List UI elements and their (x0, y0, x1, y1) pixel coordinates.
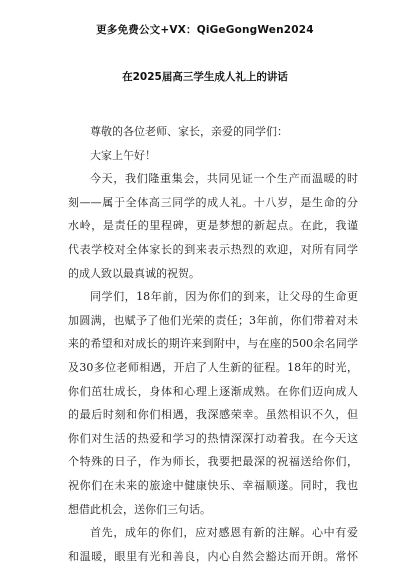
paragraph-line: 祝你们在未来的旅途中健康快乐、幸福顺遂。同时，我也 (68, 478, 358, 492)
paragraph-line: 和温暖，眼里有光和善良，内心自然会豁达而开朗。常怀 (68, 549, 358, 563)
promo-header: 更多免费公文+VX：QiGeGongWen2024 (96, 24, 314, 36)
document-title: 在2025届高三学生成人礼上的讲话 (122, 71, 288, 83)
document-body (68, 120, 358, 568)
paragraph-line: 个特殊的日子，作为师长，我要把最深的祝福送给你们， (68, 455, 358, 469)
greeting-line: 大家上午好！ (90, 148, 156, 162)
paragraph-line: 水岭，是责任的里程碑，更是梦想的新起点。在此，我谨 (68, 219, 358, 233)
paragraph-line: 来的希望和对成长的期许来到附中，与在座的500余名同学 (68, 337, 358, 351)
paragraph-line: 首先，成年的你们，应对感恩有新的注解。心中有爱 (90, 526, 358, 540)
salutation-line: 尊敬的各位老师、家长，亲爱的同学们： (90, 125, 288, 138)
paragraph-line: 的成人致以最真诚的祝贺。 (68, 266, 200, 280)
paragraph-line: 及30多位老师相遇，开启了人生新的征程。18年的时光， (68, 360, 358, 374)
paragraph-line: 今天，我们隆重集会，共同见证一个生产而温暖的时 (90, 172, 358, 186)
paragraph-line: 代表学校对全体家长的到来表示热烈的欢迎，对所有同学 (68, 242, 358, 256)
paragraph-line: 想借此机会，送你们三句话。 (68, 502, 211, 516)
paragraph-line: 的最后时刻和你们相遇，我深感荣幸。虽然相识不久，但 (68, 408, 358, 422)
paragraph-line: 同学们，18年前，因为你们的到来，让父母的生命更 (90, 290, 358, 304)
paragraph-line: 你们茁壮成长，身体和心理上逐渐成熟。在你们迈向成人 (68, 384, 358, 398)
paragraph-line: 你们对生活的热爱和学习的热情深深打动着我。在今天这 (68, 431, 358, 445)
paragraph-line: 刻——属于全体高三同学的成人礼。十八岁，是生命的分 (68, 195, 358, 209)
paragraph-line: 加圆满，也赋予了他们光荣的责任；3年前，你们带着对未 (68, 313, 358, 327)
